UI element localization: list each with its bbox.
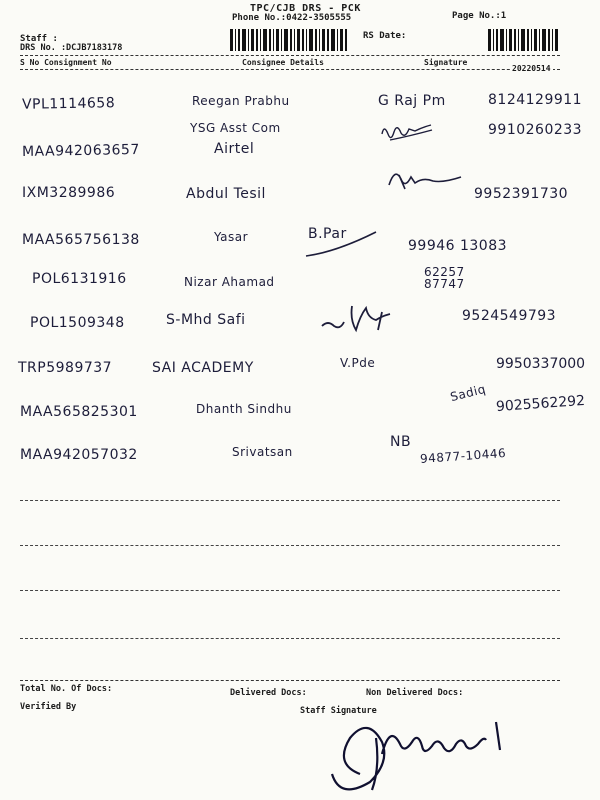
row-6-phone: 9524549793: [462, 308, 557, 324]
row-7-consignment: TRP5989737: [18, 360, 113, 376]
row-7-consignee: SAI ACADEMY: [152, 360, 254, 376]
row-1-consignment: VPL1114658: [21, 95, 116, 113]
row-2-company: YSG Asst Com: [190, 121, 281, 135]
barcode-right: [488, 29, 560, 51]
staff-label: Staff :: [20, 34, 58, 44]
row-1-receiver: G Raj Pm: [378, 93, 446, 109]
row-7-receiver: V.Pde: [340, 356, 376, 370]
print-date: 20220514: [512, 64, 551, 73]
header-bottom-rule: [20, 69, 560, 70]
row-4-receiver: B.Par: [308, 226, 347, 242]
phone-number: Phone No.:0422-3505555: [232, 13, 352, 23]
footer-rule: [20, 680, 560, 681]
row-4-signature: [300, 226, 390, 262]
staff-signature-label: Staff Signature: [300, 706, 377, 716]
row-9-phone: 94877-10446: [419, 446, 507, 466]
row-2-phone: 9910260233: [488, 122, 583, 138]
row-4-consignment: MAA565756138: [22, 232, 140, 248]
barcode-left: [230, 29, 348, 51]
row-3-phone: 9952391730: [474, 186, 569, 202]
row-3-signature: [385, 165, 465, 195]
row-9-receiver: NB: [390, 434, 412, 450]
row-8-receiver: Sadiq: [448, 381, 488, 405]
row-3-consignee: Abdul Tesil: [186, 186, 266, 202]
rs-date-label: RS Date:: [363, 31, 407, 41]
col-signature: Signature: [424, 58, 468, 67]
row-1-phone: 8124129911: [488, 92, 583, 108]
row-5-consignee: Nizar Ahamad: [184, 275, 275, 289]
row-2-signature: [378, 122, 448, 148]
row-2-consignment: MAA942063657: [21, 141, 140, 161]
row-9-consignee: Srivatsan: [232, 445, 293, 459]
col-consignee: Consignee Details: [242, 58, 324, 67]
blank-row-line: [20, 500, 560, 501]
row-5-consignment: POL6131916: [32, 271, 127, 287]
row-8-consignee: Dhanth Sindhu: [196, 402, 292, 416]
document-title: TPC/CJB DRS - PCK: [250, 3, 361, 14]
blank-row-line: [20, 545, 560, 546]
total-docs-label: Total No. Of Docs:: [20, 684, 113, 694]
col-sno-consignment: S No Consignment No: [20, 58, 112, 67]
row-4-phone: 99946 13083: [408, 238, 508, 254]
non-delivered-docs-label: Non Delivered Docs:: [366, 688, 464, 698]
row-6-consignment: POL1509348: [30, 315, 125, 331]
row-2-consignee: Airtel: [214, 141, 255, 157]
row-8-consignment: MAA565825301: [20, 404, 138, 420]
row-5-phone: 62257 87747: [424, 265, 465, 291]
row-7-phone: 9950337000: [496, 356, 586, 372]
verified-by-label: Verified By: [20, 702, 77, 712]
row-6-consignee: S-Mhd Safi: [166, 312, 246, 328]
blank-row-line: [20, 638, 560, 639]
blank-row-line: [20, 590, 560, 591]
page-number: Page No.:1: [452, 11, 507, 21]
staff-signature: [320, 704, 530, 796]
row-3-consignment: IXM3289986: [22, 185, 116, 201]
row-8-phone: 9025562292: [495, 392, 586, 416]
delivered-docs-label: Delivered Docs:: [230, 688, 307, 698]
row-1-consignee: Reegan Prabhu: [192, 94, 290, 108]
row-9-consignment: MAA942057032: [20, 447, 138, 463]
row-6-signature: [318, 302, 408, 336]
row-4-consignee: Yasar: [214, 230, 249, 244]
drs-number: DRS No. :DCJB7183178: [20, 43, 123, 53]
header-top-rule: [20, 55, 560, 56]
